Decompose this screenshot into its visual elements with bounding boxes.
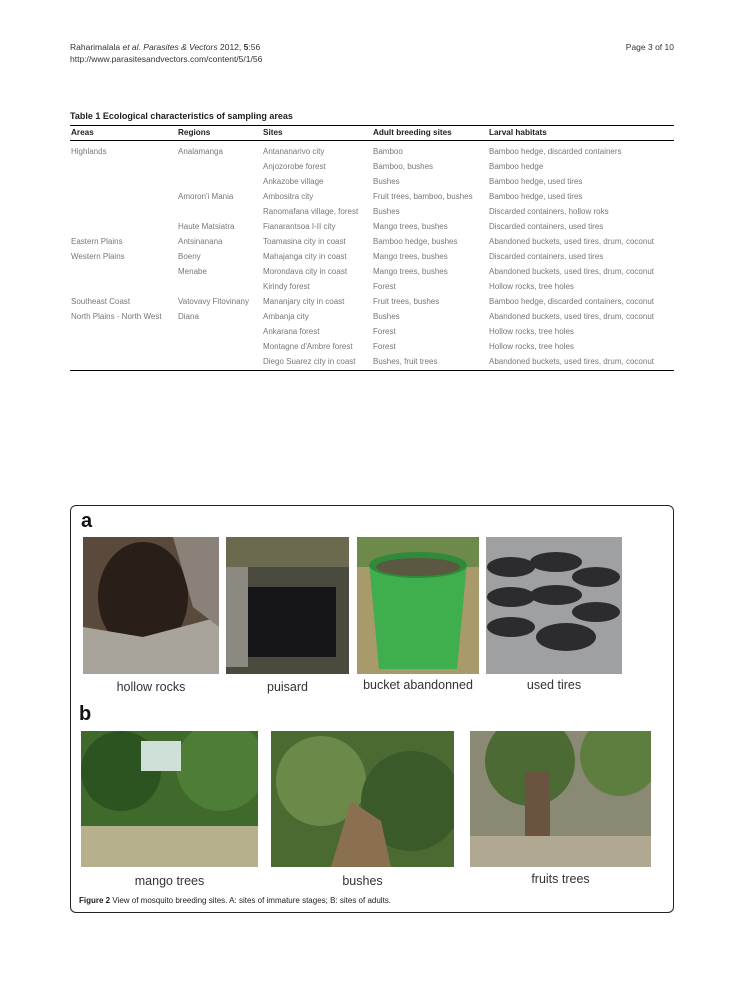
caption-bushes: bushes <box>342 874 383 888</box>
table-cell <box>177 159 262 174</box>
table-cell: Montagne d'Ambre forest <box>263 342 353 351</box>
panel-b-label: b <box>79 703 92 725</box>
table-row <box>70 339 674 354</box>
table-row <box>70 294 674 309</box>
table-cell <box>70 219 177 234</box>
table-cell: Diana <box>178 312 199 321</box>
photo-bucket-abandonned <box>357 537 479 674</box>
article-number: :56 <box>248 42 261 52</box>
table-cell: Mananjary city in coast <box>263 297 345 306</box>
table-row <box>70 249 674 264</box>
ecology-table <box>70 125 674 371</box>
table-cell: Discarded containers, used tires <box>489 222 604 231</box>
table-cell: Antsinanana <box>178 237 223 246</box>
table-cell <box>177 324 262 339</box>
table-cell: Bushes <box>373 207 400 216</box>
table-row <box>70 204 674 219</box>
table-cell: Mango trees, bushes <box>373 222 448 231</box>
column-header: Adult breeding sites <box>372 126 488 141</box>
table-cell: Hollow rocks, tree holes <box>489 342 574 351</box>
column-header: Sites <box>262 126 372 141</box>
url-link[interactable]: http://www.parasitesandvectors.com/content/5/1/56 <box>70 54 263 64</box>
caption-fruits-trees: fruits trees <box>531 872 590 886</box>
table-cell: Bamboo hedge, used tires <box>489 177 583 186</box>
table-header-row <box>70 126 674 141</box>
column-header: Areas <box>70 126 177 141</box>
table-cell: North Plains - North West <box>71 312 162 321</box>
table-cell: Menabe <box>178 267 207 276</box>
figure-label: Figure 2 <box>79 896 111 905</box>
table-cell: Ranomafana village, forest <box>263 207 359 216</box>
table-cell: Hollow rocks, tree holes <box>489 282 574 291</box>
photo-hollow-rocks <box>83 537 219 674</box>
table-cell: Bushes, fruit trees <box>372 354 488 371</box>
table-cell: Bushes <box>373 312 400 321</box>
table-row <box>70 234 674 249</box>
table-cell: Haute Matsiatra <box>178 222 235 231</box>
table-cell: Forest <box>373 282 396 291</box>
table-cell: Antananarivo city <box>263 147 325 156</box>
table-cell <box>177 354 262 371</box>
table-row <box>70 264 674 279</box>
table-row <box>70 219 674 234</box>
panel-a-label: a <box>81 510 93 532</box>
table-cell: Anjozorobe forest <box>263 162 326 171</box>
citation-line <box>70 41 262 53</box>
table-cell: Kirindy forest <box>263 282 310 291</box>
table-cell: Hollow rocks, tree holes <box>489 327 574 336</box>
table-cell: Morondava city in coast <box>263 267 348 276</box>
table-cell <box>70 159 177 174</box>
table-cell <box>177 204 262 219</box>
table-cell: Bamboo hedge, discarded containers, coconut <box>489 297 654 306</box>
caption-mango-trees: mango trees <box>134 874 205 888</box>
caption-hollow-rocks: hollow rocks <box>116 680 186 694</box>
table-cell: Toamasina city in coast <box>263 237 346 246</box>
table-row <box>70 279 674 294</box>
table-row <box>70 309 674 324</box>
caption-puisard: puisard <box>267 680 308 694</box>
volume: 5 <box>243 42 249 52</box>
figure-caption <box>79 896 391 906</box>
table-cell: Ankazobe village <box>263 177 324 186</box>
table-cell: Highlands <box>71 147 107 156</box>
table-cell: Fianarantsoa I-II city <box>263 222 336 231</box>
table-title: Table 1 Ecological characteristics of sampling areas <box>70 111 293 121</box>
caption-bucket-abandonned: bucket abandonned <box>363 678 473 692</box>
table-cell: Abandoned buckets, used tires, drum, coconut <box>489 267 654 276</box>
table-cell: Fruit trees, bamboo, bushes <box>373 192 473 201</box>
caption-used-tires: used tires <box>526 678 582 692</box>
table-cell: Bamboo hedge, used tires <box>489 192 583 201</box>
table-row <box>70 324 674 339</box>
year: 2012, <box>219 42 242 52</box>
page-number: Page 3 of 10 <box>625 42 674 52</box>
table-cell: Amoron'i Mania <box>178 192 234 201</box>
table-cell: Bamboo hedge <box>489 162 544 171</box>
photo-mango-trees <box>81 731 258 867</box>
table-cell: Abandoned buckets, used tires, drum, coconut <box>488 354 674 371</box>
table-cell: Discarded containers, used tires <box>489 252 604 261</box>
table-cell: Ankarana forest <box>263 327 320 336</box>
table-cell <box>70 279 177 294</box>
table-cell <box>70 174 177 189</box>
table-row <box>70 189 674 204</box>
table-row <box>70 141 674 160</box>
table-cell <box>70 189 177 204</box>
photo-used-tires <box>486 537 622 674</box>
table-cell: Analamanga <box>178 147 223 156</box>
table-cell: Abandoned buckets, used tires, drum, coconut <box>489 312 654 321</box>
table-cell: Bamboo hedge, discarded containers <box>489 147 622 156</box>
table-cell: Forest <box>373 327 396 336</box>
photo-bushes <box>271 731 454 867</box>
table-cell <box>177 279 262 294</box>
table-cell: Bamboo, bushes <box>373 162 434 171</box>
journal: Parasites & Vectors <box>143 42 218 52</box>
table-cell <box>177 339 262 354</box>
table-cell: Bushes <box>373 177 400 186</box>
table-cell: Western Plains <box>71 252 125 261</box>
table-cell: Mahajanga city in coast <box>263 252 347 261</box>
table-cell: Fruit trees, bushes <box>373 297 440 306</box>
citation <box>70 41 262 65</box>
table-cell: Diego Suarez city in coast <box>262 354 372 371</box>
table-cell: Mango trees, bushes <box>373 252 448 261</box>
figure-caption-text: View of mosquito breeding sites. A: sites of immature stages; B: sites of adults. <box>112 896 392 905</box>
table-cell <box>70 354 177 371</box>
table-cell <box>70 324 177 339</box>
table-cell <box>70 339 177 354</box>
figure-2 <box>70 505 674 913</box>
table-cell: Vatovavy Fitovinany <box>178 297 249 306</box>
table-cell: Southeast Coast <box>71 297 131 306</box>
photo-fruits-trees <box>470 731 651 867</box>
et-al: et al. <box>122 42 141 52</box>
table-cell: Bamboo hedge, bushes <box>373 237 458 246</box>
photo-puisard <box>226 537 349 674</box>
table-cell: Boeny <box>178 252 201 261</box>
table-cell <box>177 174 262 189</box>
column-header: Regions <box>177 126 262 141</box>
table-cell <box>70 204 177 219</box>
table-cell: Forest <box>373 342 396 351</box>
table-cell: Eastern Plains <box>71 237 123 246</box>
column-header: Larval habitats <box>488 126 674 141</box>
table-cell: Abandoned buckets, used tires, drum, coconut <box>489 237 654 246</box>
table-cell: Discarded containers, hollow roks <box>489 207 609 216</box>
table-row <box>70 159 674 174</box>
table-cell: Bamboo <box>373 147 403 156</box>
table-cell: Ambanja city <box>263 312 309 321</box>
table-cell <box>70 264 177 279</box>
table-row <box>70 174 674 189</box>
table-row <box>70 354 674 371</box>
table-cell: Ambositra city <box>263 192 314 201</box>
table-cell: Mango trees, bushes <box>373 267 448 276</box>
authors: Raharimalala <box>70 42 121 52</box>
